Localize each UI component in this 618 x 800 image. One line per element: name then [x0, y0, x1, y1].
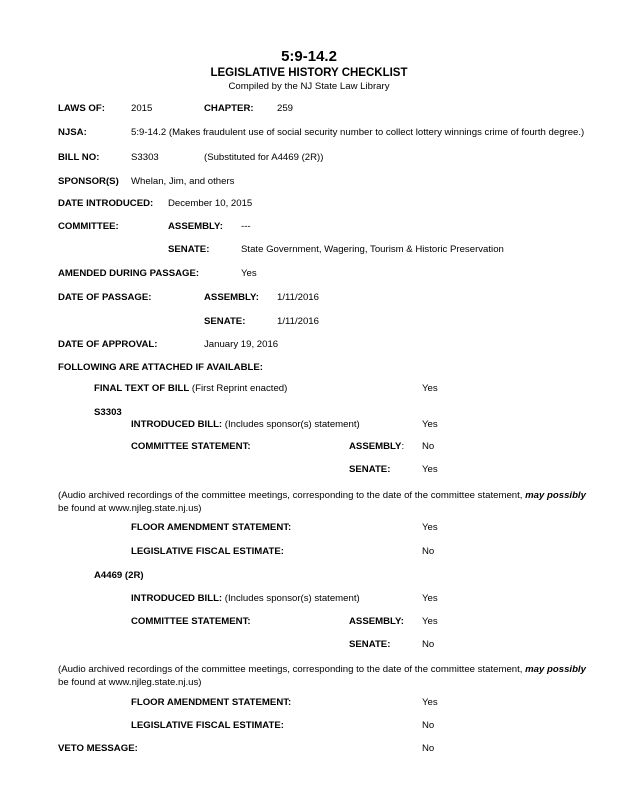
a4469-assembly-value: Yes [422, 616, 438, 627]
date-introduced-label: DATE INTRODUCED: [58, 198, 154, 209]
bill-substituted: (Substituted for A4469 (2R)) [204, 152, 324, 163]
final-text-row [94, 384, 287, 394]
s3303-audio-text-2: be found at www.njleg.state.nj.us) [58, 503, 202, 514]
a4469-introduced-value: Yes [422, 593, 438, 604]
a4469-audio-note [58, 663, 598, 689]
veto-value: No [422, 743, 435, 754]
a4469-assembly-label: ASSEMBLY: [349, 616, 404, 627]
amended-value: Yes [241, 268, 257, 279]
chapter-label: CHAPTER: [204, 103, 254, 114]
veto-label: VETO MESSAGE: [58, 743, 138, 754]
s3303-introduced-row [131, 420, 360, 430]
a4469-introduced-note: (Includes sponsor(s) statement) [222, 593, 360, 604]
a4469-audio-text-1: (Audio archived recordings of the committee meetings, corresponding to the date of the committee statement, [58, 664, 526, 675]
a4469-committee-label: COMMITTEE STATEMENT: [131, 616, 251, 627]
a4469-audio-emphasis: may possibly [525, 664, 586, 675]
committee-senate-value: State Government, Wagering, Tourism & Historic Preservation [241, 244, 504, 255]
page-title: 5:9-14.2 [281, 48, 337, 65]
approval-value: January 19, 2016 [204, 339, 279, 350]
s3303-assembly-label: ASSEMBLY [349, 441, 402, 452]
a4469-heading: A4469 (2R) [94, 570, 144, 581]
bill-no-value: S3303 [131, 152, 159, 163]
a4469-floor-value: Yes [422, 697, 438, 708]
bill-no-label: BILL NO: [58, 152, 100, 163]
compiled-by: Compiled by the NJ State Law Library [228, 81, 390, 92]
s3303-assembly-colon: : [401, 441, 405, 452]
s3303-senate-label: SENATE: [349, 464, 391, 475]
s3303-audio-text-1: (Audio archived recordings of the committee meetings, corresponding to the date of the committee statement, [58, 490, 526, 501]
s3303-introduced-label: INTRODUCED BILL: [131, 419, 223, 430]
a4469-senate-label: SENATE: [349, 639, 391, 650]
s3303-assembly-value: No [422, 441, 435, 452]
committee-assembly-value: --- [241, 221, 251, 232]
s3303-introduced-value: Yes [422, 419, 438, 430]
final-text-note: (First Reprint enacted) [189, 383, 288, 394]
sponsors-value: Whelan, Jim, and others [131, 176, 235, 187]
passage-assembly-value: 1/11/2016 [277, 292, 319, 303]
s3303-senate-value: Yes [422, 464, 438, 475]
a4469-floor-label: FLOOR AMENDMENT STATEMENT: [131, 697, 292, 708]
njsa-label: NJSA: [58, 127, 87, 138]
laws-of-label: LAWS OF: [58, 103, 105, 114]
date-introduced-value: December 10, 2015 [168, 198, 253, 209]
committee-label: COMMITTEE: [58, 221, 119, 232]
s3303-fiscal-value: No [422, 546, 435, 557]
s3303-floor-value: Yes [422, 522, 438, 533]
s3303-audio-emphasis: may possibly [525, 490, 586, 501]
s3303-fiscal-label: LEGISLATIVE FISCAL ESTIMATE: [131, 546, 284, 557]
passage-senate-label: SENATE: [204, 316, 246, 327]
s3303-committee-label: COMMITTEE STATEMENT: [131, 441, 251, 452]
sponsors-label: SPONSOR(S) [58, 176, 119, 187]
njsa-value: 5:9-14.2 (Makes fraudulent use of social security number to collect lottery winnings crime of fourth degree.) [131, 127, 585, 138]
passage-label: DATE OF PASSAGE: [58, 292, 152, 303]
chapter-value: 259 [277, 103, 294, 114]
s3303-introduced-note: (Includes sponsor(s) statement) [222, 419, 360, 430]
s3303-audio-note [58, 489, 598, 515]
s3303-heading: S3303 [94, 407, 122, 418]
committee-assembly-label: ASSEMBLY: [168, 221, 223, 232]
final-text-value: Yes [422, 383, 438, 394]
amended-label: AMENDED DURING PASSAGE: [58, 268, 200, 279]
a4469-audio-text-2: be found at www.njleg.state.nj.us) [58, 677, 202, 688]
passage-senate-value: 1/11/2016 [277, 316, 319, 327]
a4469-senate-value: No [422, 639, 435, 650]
laws-of-value: 2015 [131, 103, 153, 114]
s3303-assembly-row [349, 442, 404, 452]
final-text-label: FINAL TEXT OF BILL [94, 383, 190, 394]
approval-label: DATE OF APPROVAL: [58, 339, 158, 350]
a4469-fiscal-value: No [422, 720, 435, 731]
passage-assembly-label: ASSEMBLY: [204, 292, 259, 303]
page-subtitle: LEGISLATIVE HISTORY CHECKLIST [210, 67, 408, 79]
a4469-introduced-label: INTRODUCED BILL: [131, 593, 223, 604]
s3303-floor-label: FLOOR AMENDMENT STATEMENT: [131, 522, 292, 533]
a4469-fiscal-label: LEGISLATIVE FISCAL ESTIMATE: [131, 720, 284, 731]
a4469-introduced-row [131, 594, 360, 604]
attached-heading: FOLLOWING ARE ATTACHED IF AVAILABLE: [58, 362, 263, 373]
committee-senate-label: SENATE: [168, 244, 210, 255]
